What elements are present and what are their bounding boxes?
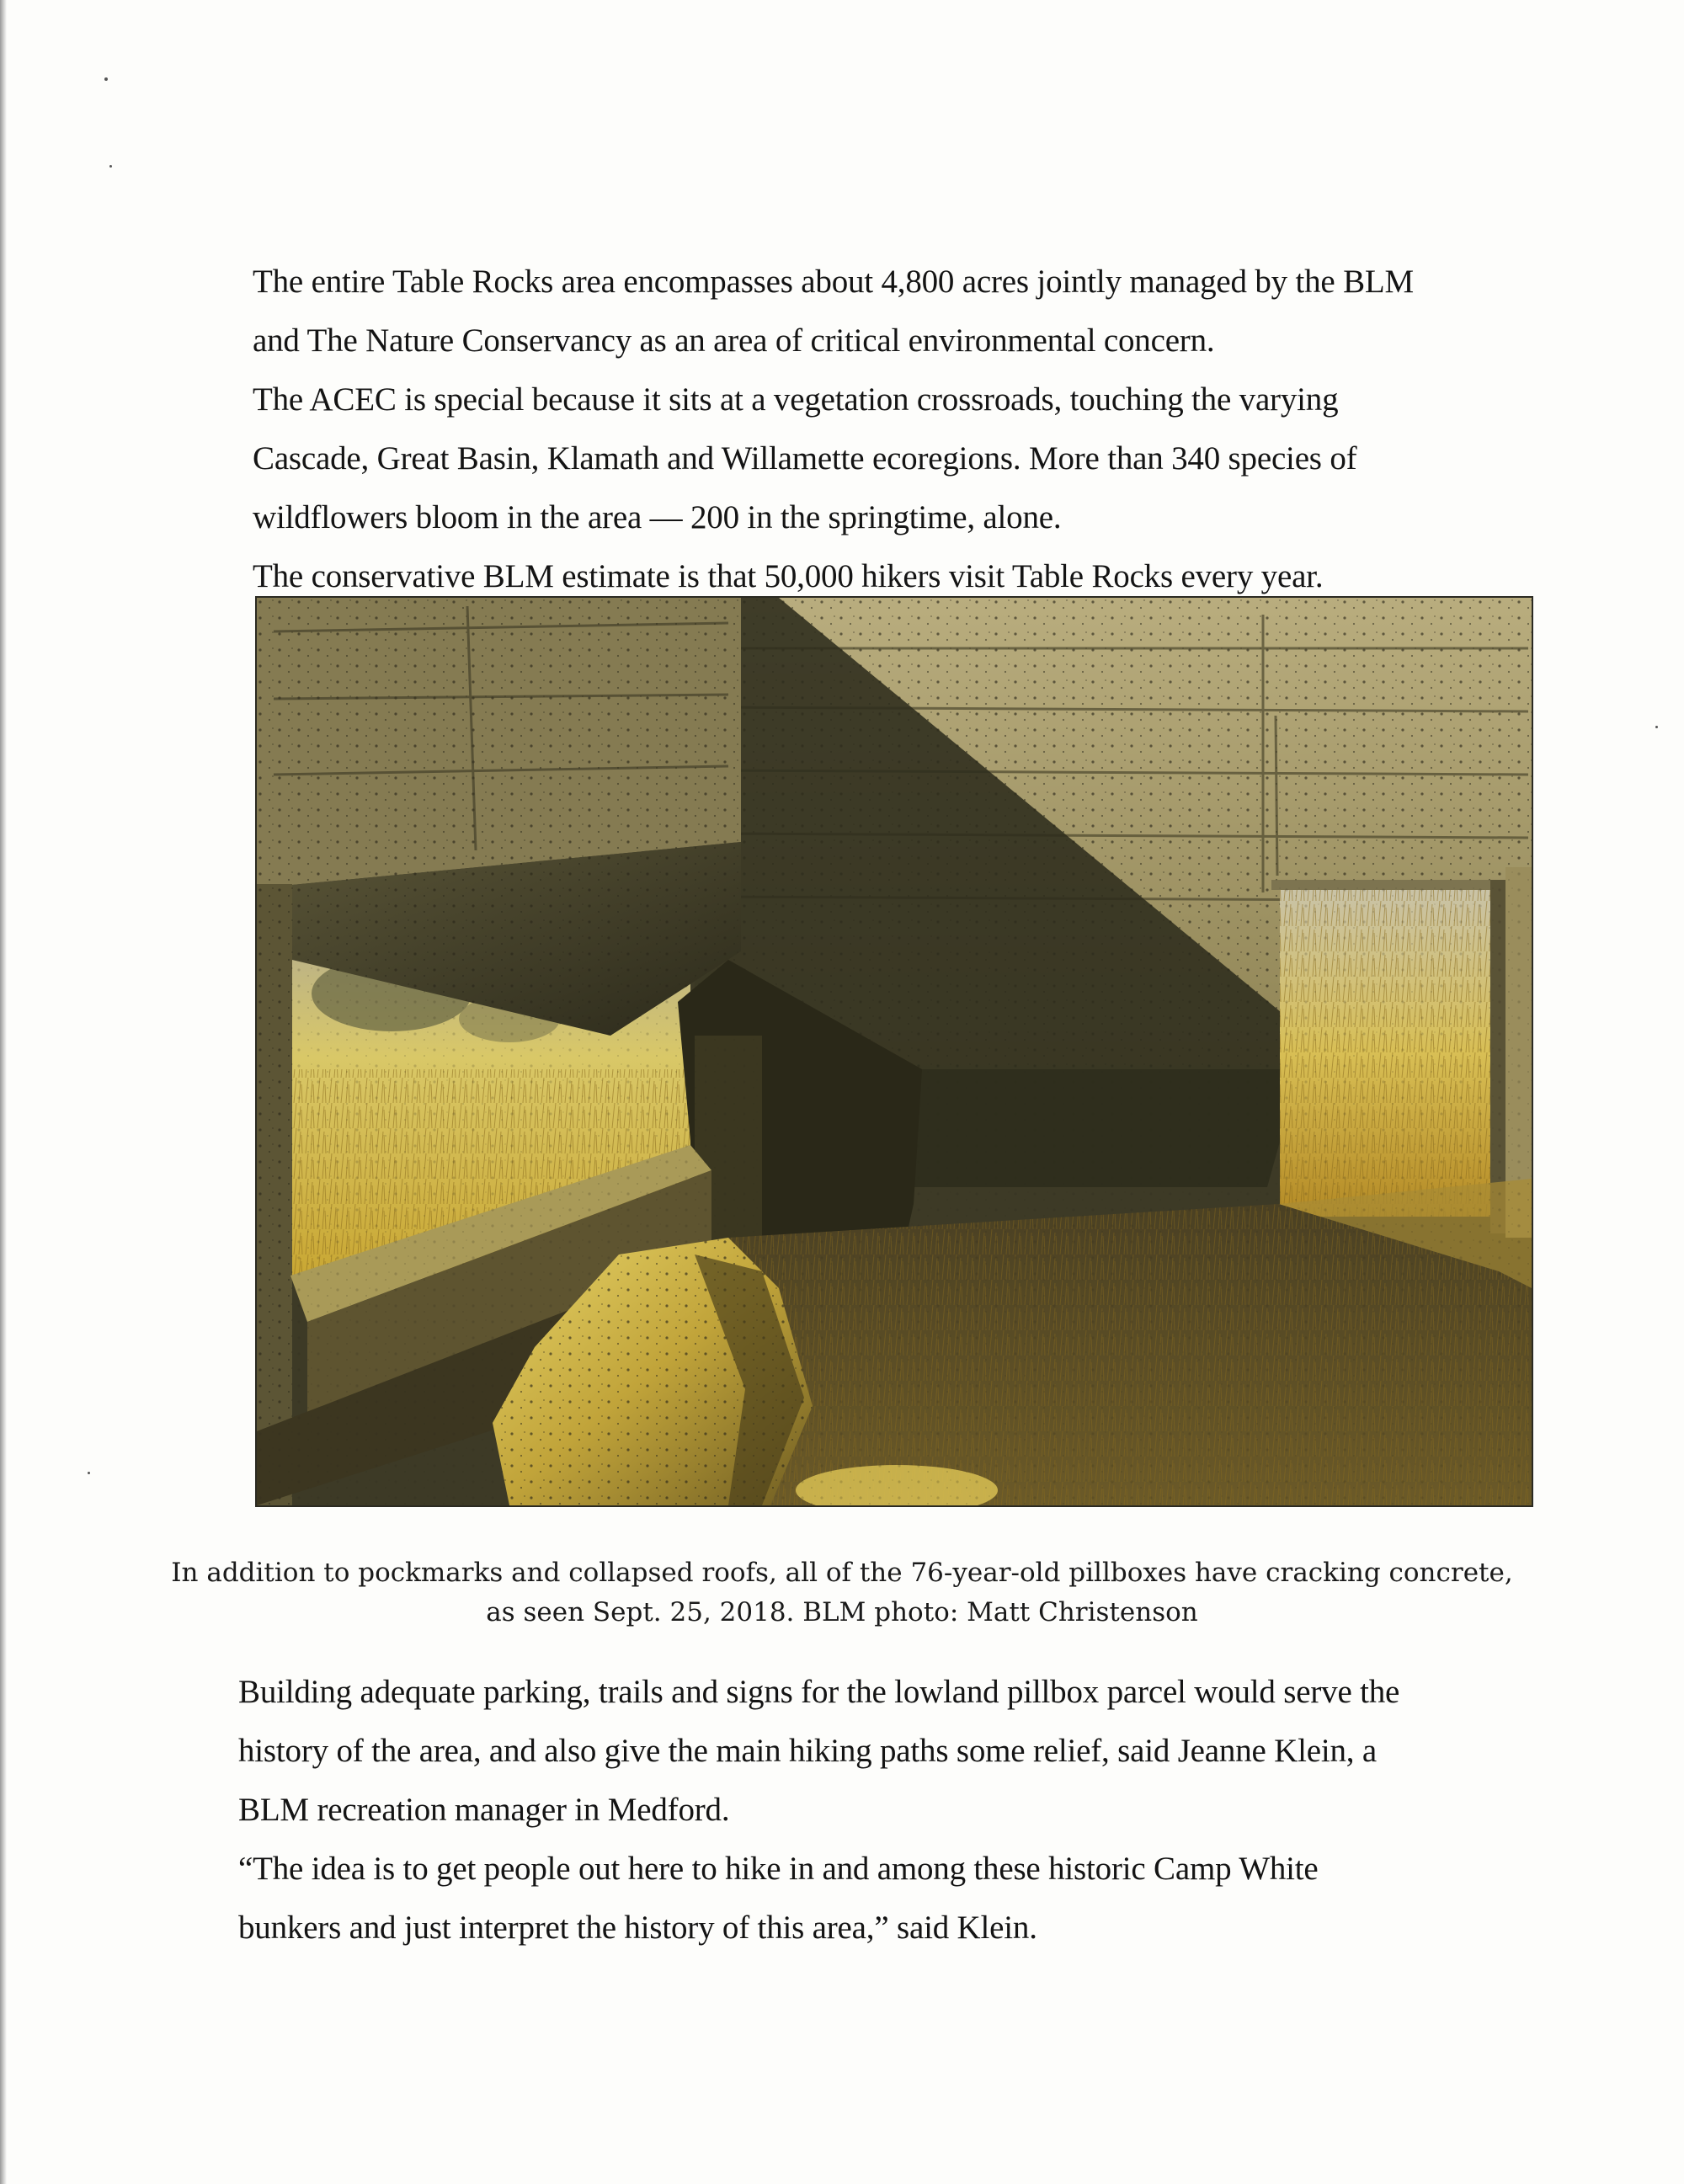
text-line: wildflowers bloom in the area — 200 in the springtime, alone.	[253, 499, 1062, 535]
scan-speck	[1655, 726, 1658, 728]
caption-line-2: as seen Sept. 25, 2018. BLM photo: Matt Christenson	[486, 1597, 1198, 1627]
photo-caption	[135, 1553, 1549, 1633]
text-line: The conservative BLM estimate is that 50,000 hikers visit Table Rocks every year.	[253, 558, 1324, 594]
text-line: The ACEC is special because it sits at a vegetation crossroads, touching the varying	[253, 381, 1339, 418]
scan-speck	[104, 77, 108, 81]
text-line: and The Nature Conservancy as an area of critical environmental concern.	[253, 322, 1215, 359]
text-line: Cascade, Great Basin, Klamath and Willamette ecoregions. More than 340 species of	[253, 440, 1357, 477]
text-line: The entire Table Rocks area encompasses about 4,800 acres jointly managed by the BLM	[253, 264, 1414, 300]
caption-line-1: In addition to pockmarks and collapsed roofs, all of the 76-year-old pillboxes have cracking concrete,	[171, 1558, 1513, 1588]
article-text-bottom	[238, 1663, 1399, 1958]
text-line: history of the area, and also give the main hiking paths some relief, said Jeanne Klein, a	[238, 1733, 1378, 1769]
article-text-top	[253, 253, 1414, 606]
scan-edge-shadow	[0, 0, 7, 2184]
text-line: Building adequate parking, trails and signs for the lowland pillbox parcel would serve the	[238, 1674, 1400, 1710]
text-line: bunkers and just interpret the history of this area,” said Klein.	[238, 1910, 1037, 1946]
pillbox-photo	[255, 596, 1533, 1507]
text-line: BLM recreation manager in Medford.	[238, 1792, 730, 1828]
scan-speck	[109, 165, 112, 168]
pillbox-photo-illustration	[257, 598, 1532, 1505]
scan-speck	[88, 1472, 90, 1474]
text-line: “The idea is to get people out here to hike in and among these historic Camp White	[238, 1851, 1319, 1887]
